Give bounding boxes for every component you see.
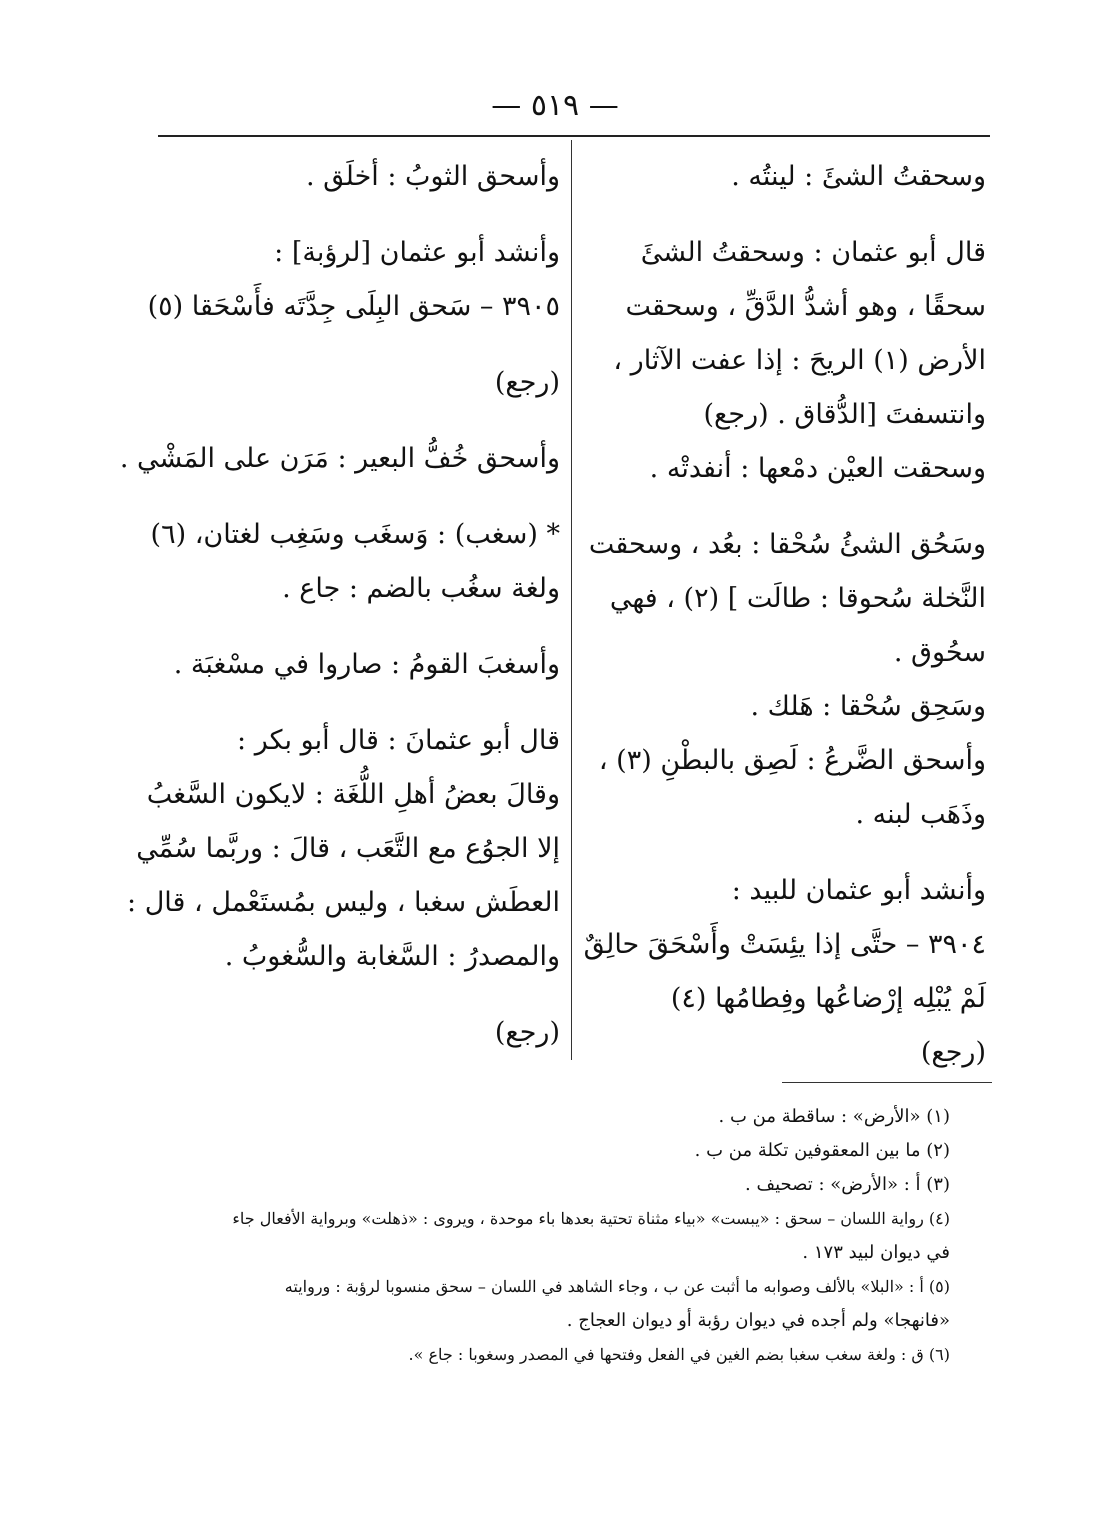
section-marker: (رجع) [494, 1017, 560, 1048]
footnote: (٥) أ : «البلا» بالألف وصوابه ما أثبت عن ب ، وجاء الشاهد في اللسان – سحق منسوبا لرؤبة : وروايته [284, 1277, 950, 1296]
text-line: إلا الجوُع مع التَّعَب ، قالَ : وربَّما سُمِّي [136, 833, 560, 864]
text-line: قال أبو عثمان : وسحقتُ الشئَ [640, 237, 986, 268]
page-number: — ٥١٩ — [491, 88, 619, 123]
footnote: (٣) أ : «الأرض» : تصحيف . [745, 1174, 950, 1195]
text-line: وأنشد أبو عثمان [لرؤبة] : [274, 237, 560, 268]
section-marker: (رجع) [494, 367, 560, 398]
footnotes [190, 1100, 950, 1372]
text-line: وذَهَب لبنه . [855, 799, 986, 830]
footnote-rule [782, 1082, 992, 1083]
text-line: النَّخلة سُحوقا : طالَت ] (٢) ، فهي [609, 583, 986, 614]
verse-line: لَمْ يُبْلِه إرْضاعُها وفِطامُها (٤) [670, 983, 986, 1014]
text-line: ولغة سغُب بالضم : جاع . [282, 573, 560, 604]
footnote-continuation: في ديوان لبيد ١٧٣ . [802, 1242, 950, 1263]
text-line: العطَش سغبا ، وليس بمُستَعْمل ، قال : [127, 887, 560, 918]
text-line: وانتسفتَ [الدُّقاق . (رجع) [703, 399, 986, 430]
footnote: (١) «الأرض» : ساقطة من ب . [718, 1106, 950, 1127]
footnote: (٦) ق : ولغة سغب سغبا بضم الغين في الفعل وفتحها في المصدر وسغوبا : جاع ». [408, 1345, 950, 1364]
right-column [583, 150, 986, 1080]
text-line: والمصدرُ : السَّغابة والسُّغوبُ . [224, 941, 560, 972]
text-line: قال أبو عثمانَ : قال أبو بكر : [237, 725, 560, 756]
text-line: وأسحق خُفُّ البعير : مَرَن على المَشْي . [119, 443, 560, 474]
text-line: سحقًا ، وهو أشدُّ الدَّقِّ ، وسحقت [625, 291, 986, 322]
column-divider [571, 140, 572, 1060]
header-rule [158, 135, 990, 137]
text-line: وقالَ بعضُ أهلِ اللُّغَة : لايكون السَّغبُ [146, 779, 560, 810]
text-line: الأرض (١) الريحَ : إذا عفت الآثار ، [613, 345, 986, 376]
text-line: وأنشد أبو عثمان للبيد : [731, 875, 986, 906]
footnote: (٤) رواية اللسان – سحق : «يبست» «بياء مثناة تحتية بعدها باء موحدة ، ويروى : «ذهلت» وبرواية الأفعال جاء [232, 1209, 950, 1228]
footnote-continuation: «فانهجا» ولم أجده في ديوان رؤبة أو ديوان العجاج . [566, 1310, 950, 1331]
text-line: سحُوق . [893, 637, 986, 668]
text-line: وأسحق الضَّرعُ : لَصِق بالبطْنِ (٣) ، [598, 745, 986, 776]
text-line: وسحقت العيْن دمْعها : أنفدتْه . [649, 453, 986, 484]
text-line: وسَحِق سُحْقا : هَلك . [750, 691, 986, 722]
footnote: (٢) ما بين المعقوفين تكلة من ب . [694, 1140, 950, 1161]
text-line: وسحقتُ الشئَ : لينتُه . [731, 161, 986, 192]
entry-heading: * (سغب) : وَسغَب وسَغِب لغتان، (٦) [150, 519, 560, 550]
text-line: وأسغبَ القومُ : صاروا في مسْغبَة . [173, 649, 560, 680]
verse-line: ٣٩٠٥ – سَحق البِلَى جِدَّتَه فأَسْحَقا (٥) [147, 291, 560, 322]
text-line: وأسحق الثوبُ : أخلَق . [305, 161, 560, 192]
left-column [119, 150, 560, 1060]
section-marker: (رجع) [920, 1037, 986, 1068]
verse-line: ٣٩٠٤ – حتَّى إذا يئِسَتْ وأَسْحَقَ حالِقٌ [583, 929, 986, 960]
text-line: وسَحُق الشئُ سُحْقا : بعُد ، وسحقت [588, 529, 986, 560]
